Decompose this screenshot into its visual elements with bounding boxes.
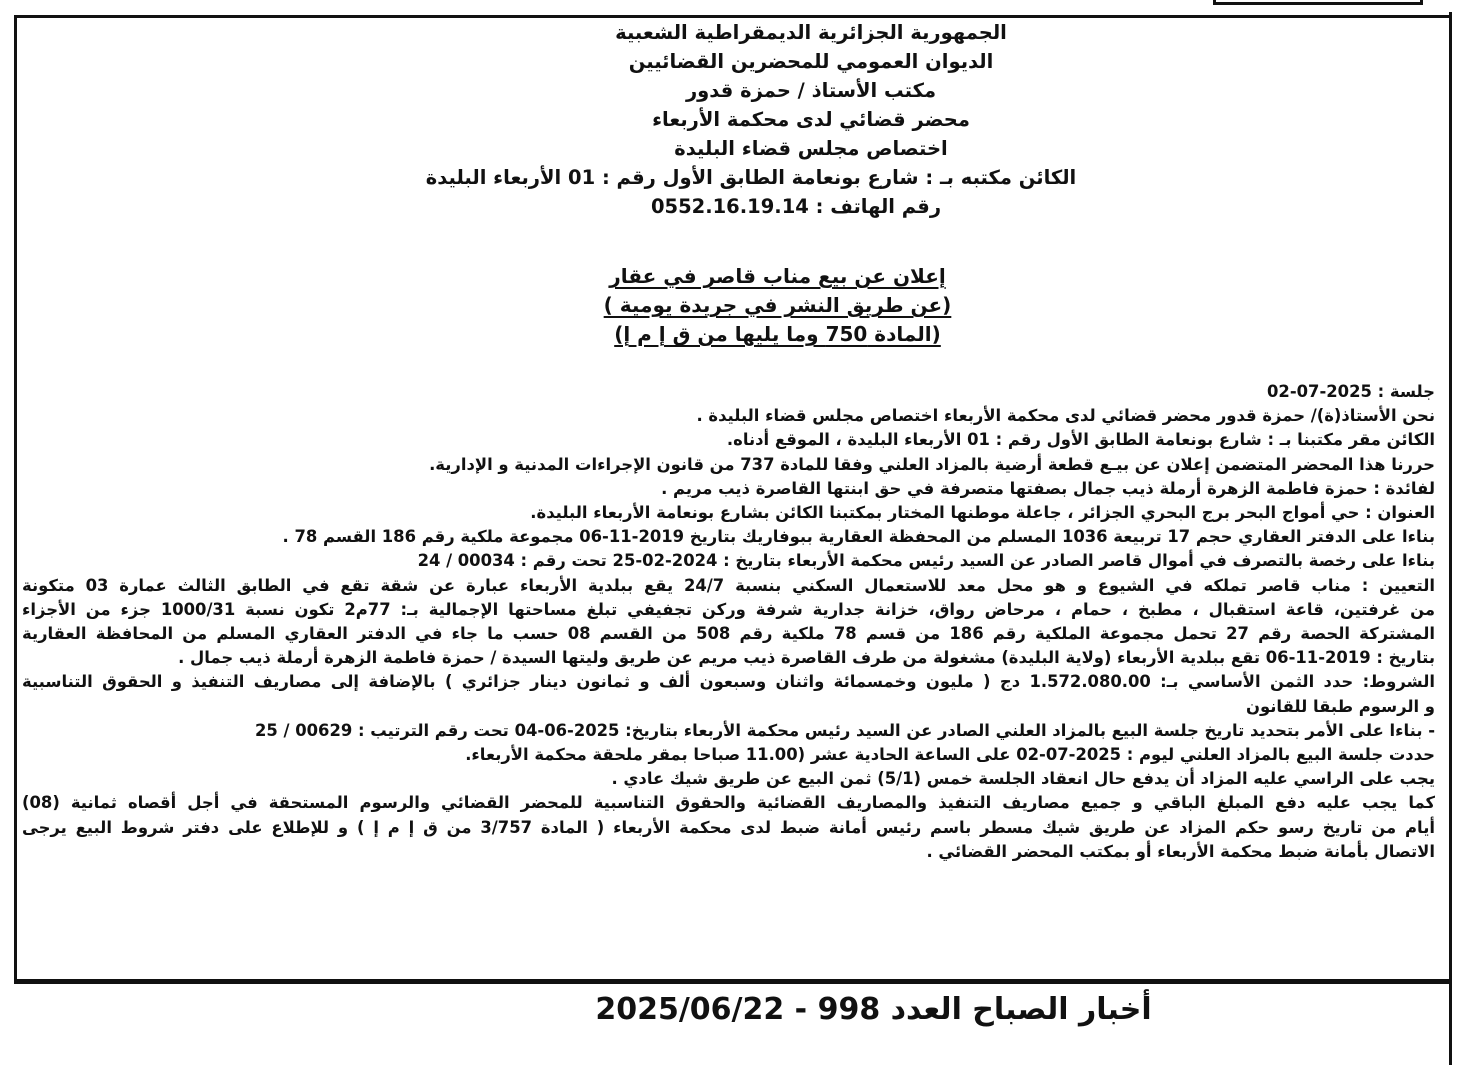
body-line: كما يجب عليه دفع المبلغ الباقي و جميع مصاريف التنفيذ والمصاريف القضائية والحقوق التناسبية للمحضر القضائي والرسوم المستحقة في أجل أقصاه ثمانية (08) [22, 793, 1435, 813]
body-line: من غرفتين، قاعة استقبال ، مطبخ ، حمام ، مرحاض رواق، خزانة جدارية شرفة وركن تجفيفي تبلغ مساحتها الإجمالية بـ: 77م2 تكون نسبة 1000/31 جزء من الأجزاء [22, 599, 1435, 619]
body-line: الاتصال بأمانة ضبط محكمة الأربعاء أو بمكتب المحضر القضائي . [926, 841, 1435, 861]
body-line: التعيين : مناب قاصر تملكه في الشيوع و هو محل معد للاستعمال السكني بنسبة 24/7 يقع ببلدية الأربعاء عبارة عن شقة تقع في الطابق الثالث عمارة 03 متكونة [22, 575, 1435, 595]
header-phone: رقم الهاتف : 0552.16.19.14 [650, 195, 942, 218]
issuer-header [0, 18, 1457, 221]
body-line: - بناءا على الأمر بتحديد تاريخ جلسة البيع بالمزاد العلني الصادر عن السيد رئيس محكمة الأربعاء بتاريخ: 2025-06-04 تحت رقم الترتيب : 00629 / 25 [255, 720, 1435, 740]
header-line: اختصاص مجلس قضاء البليدة [674, 137, 948, 160]
header-address: الكائن مكتبه بـ : شارع بونعامة الطابق الأول رقم : 01 الأربعاء البليدة [425, 166, 1077, 189]
top-tab-marker [1213, 0, 1423, 5]
body-line: الشروط: حدد الثمن الأساسي بـ: 1.572.080.00 دج ( مليون وخمسمائة واثنان وسبعون ألف و ثمانون دينار جزائري ) بالإضافة إلى مصاريف التنفيذ و الحقوق التناسبية [22, 672, 1435, 692]
body-line: بناءا على الدفتر العقاري حجم 17 تربيعة 1036 المسلم من المحفظة العقارية ببوفاريك بتاريخ 2019-11-06 مجموعة ملكية رقم 186 القسم 78 . [282, 527, 1435, 547]
title-line-1: إعلان عن بيع مناب قاصر في عقار [609, 264, 946, 288]
body-line: حددت جلسة البيع بالمزاد العلني ليوم : 2025-07-02 على الساعة الحادية عشر (11.00 صباحا بمقر ملحقة محكمة الأربعاء. [465, 745, 1435, 765]
body-line: و الرسوم طبقا للقانون [1246, 696, 1435, 716]
body-line: المشتركة الحصة رقم 27 تحمل مجموعة الملكية رقم 186 من قسم 78 ملكية رقم 508 من القسم 08 حسب ما جاء في الدفتر العقاري المسلم من المحافظة العقارية [22, 624, 1435, 644]
title-line-3: (المادة 750 وما يليها من ق إ م إ) [614, 322, 941, 346]
body-line: العنوان : حي أمواج البحر برج البحري الجزائر ، جاعلة موطنها المختار بمكتبنا الكائن بشارع بونعامة الأربعاء البليدة. [530, 503, 1435, 523]
header-line: الجمهورية الجزائرية الديمقراطية الشعبية [615, 21, 1007, 44]
publication-footer: أخبار الصباح العدد 998 - 2025/06/22 [595, 992, 1152, 1027]
body-line: الكائن مقر مكتبنا بـ : شارع بونعامة الطابق الأول رقم : 01 الأربعاء البليدة ، الموقع أدناه. [726, 430, 1435, 450]
announcement-title [0, 262, 1457, 349]
body-line: نحن الأستاذ(ة)/ حمزة قدور محضر قضائي لدى محكمة الأربعاء اختصاص مجلس قضاء البليدة . [696, 406, 1435, 426]
footer-divider [14, 981, 1452, 984]
header-line: مكتب الأستاذ / حمزة قدور [685, 79, 937, 102]
body-line: لفائدة : حمزة فاطمة الزهرة أرملة ذيب جمال بصفتها متصرفة في حق ابنتها القاصرة ذيب مريم . [661, 478, 1435, 498]
title-line-2: (عن طريق النشر في جريدة يومية ) [603, 293, 952, 317]
body-line: أيام من تاريخ رسو حكم المزاد عن طريق شيك مسطر باسم رئيس أمانة ضبط لدى محكمة الأربعاء ( المادة 3/757 من ق إ م إ ) و للإطلاع على دفتر شروط البيع يرجى [22, 817, 1435, 837]
body-line: بتاريخ : 2019-11-06 تقع ببلدية الأربعاء (ولاية البليدة) مشغولة من طرف القاصرة ذيب مريم عن طريق وليتها السيدة / حمزة فاطمة الزهرة أرملة ذيب جمال . [178, 648, 1435, 668]
header-line: محضر قضائي لدى محكمة الأربعاء [652, 108, 970, 131]
header-line: الديوان العمومي للمحضرين القضائيين [628, 50, 994, 73]
body-line: حررنا هذا المحضر المتضمن إعلان عن بيـع قطعة أرضية بالمزاد العلني وفقا للمادة 737 من قانون الإجراءات المدنية و الإدارية. [429, 454, 1435, 474]
announcement-body [22, 380, 1435, 864]
body-line: بناءا على رخصة بالتصرف في أموال قاصر الصادر عن السيد رئيس محكمة الأربعاء بتاريخ : 2024-02-25 تحت رقم : 00034 / 24 [417, 551, 1435, 571]
session-date: جلسة : 2025-07-02 [1267, 382, 1435, 401]
body-line: يجب على الراسي عليه المزاد أن يدفع حال انعقاد الجلسة خمس (5/1) ثمن البيع عن طريق شيك عادي . [611, 769, 1435, 789]
